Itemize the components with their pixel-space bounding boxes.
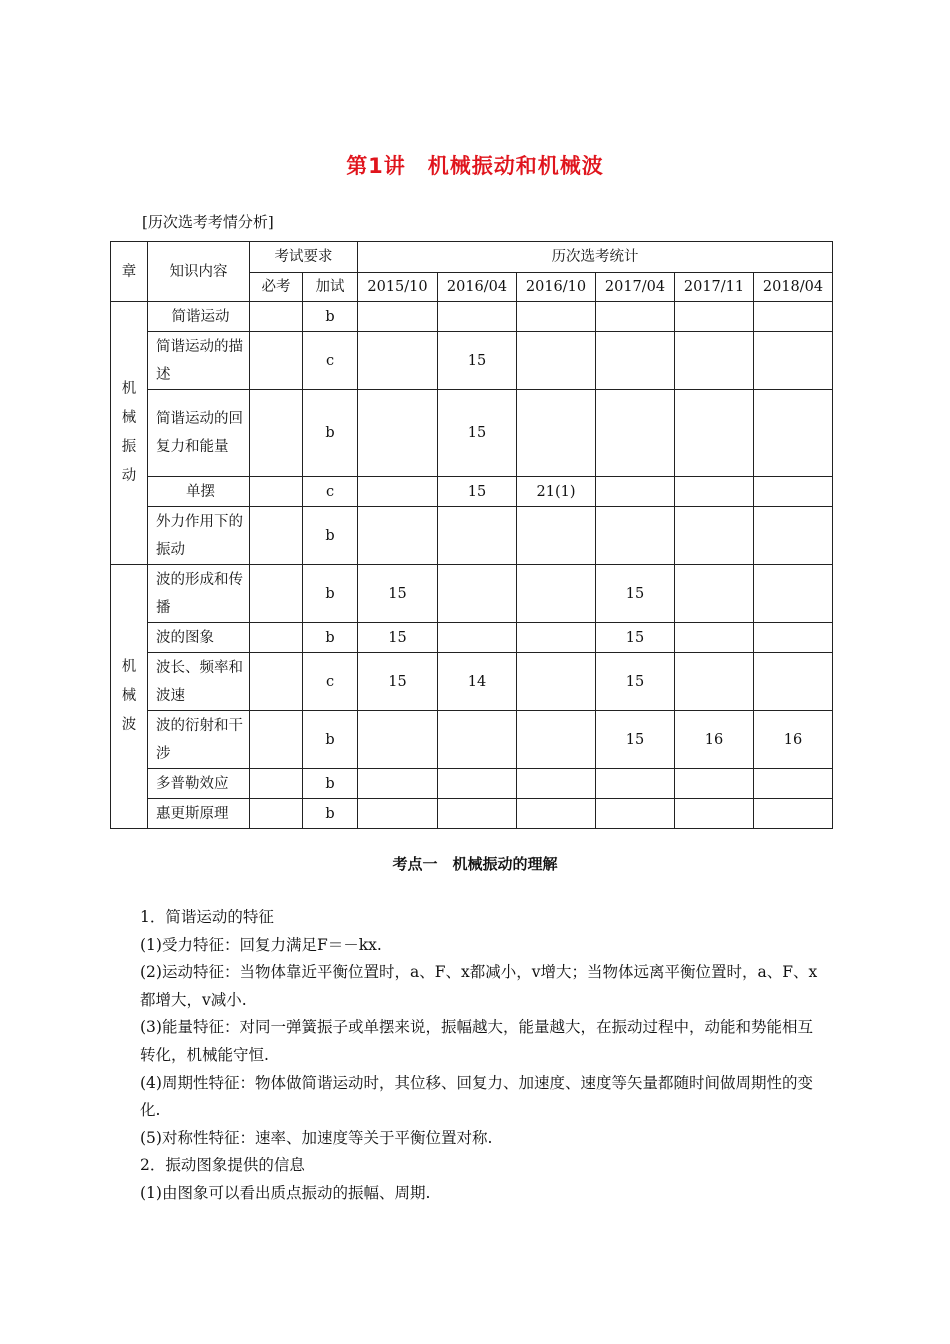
stat-cell xyxy=(517,711,596,769)
topic-cell: 波的形成和传播 xyxy=(148,565,250,623)
stat-cell xyxy=(596,769,675,799)
stat-cell xyxy=(754,623,833,653)
bikao-cell xyxy=(250,390,303,477)
bikao-cell xyxy=(250,799,303,829)
paragraph: (1)由图象可以看出质点振动的振幅、周期. xyxy=(140,1183,431,1202)
stat-cell: 15 xyxy=(596,653,675,711)
topic-cell: 波的衍射和干涉 xyxy=(148,711,250,769)
header-date: 2017/04 xyxy=(596,273,675,302)
stat-cell xyxy=(517,653,596,711)
table-row xyxy=(111,390,833,477)
stat-cell xyxy=(754,477,833,507)
stat-cell xyxy=(596,390,675,477)
stat-cell xyxy=(754,769,833,799)
stat-cell xyxy=(596,477,675,507)
stat-cell xyxy=(438,711,517,769)
bikao-cell xyxy=(250,623,303,653)
stat-cell xyxy=(754,653,833,711)
stat-cell: 15 xyxy=(358,653,438,711)
stat-cell xyxy=(675,565,754,623)
topic-cell: 单摆 xyxy=(148,477,250,507)
table-row xyxy=(111,711,833,769)
topic-cell: 简谐运动的回复力和能量 xyxy=(148,390,250,477)
table-row xyxy=(111,799,833,829)
stat-cell xyxy=(517,565,596,623)
stat-cell xyxy=(517,302,596,332)
stat-cell xyxy=(675,332,754,390)
stat-cell xyxy=(438,302,517,332)
stat-cell: 15 xyxy=(596,711,675,769)
stat-cell xyxy=(517,623,596,653)
stat-cell xyxy=(438,565,517,623)
paragraph: 1．简谐运动的特征 xyxy=(140,908,274,926)
header-date: 2016/04 xyxy=(438,273,517,302)
stat-cell: 15 xyxy=(438,332,517,390)
stat-cell xyxy=(358,302,438,332)
bikao-cell xyxy=(250,565,303,623)
paragraph: (5)对称性特征：速率、加速度等关于平衡位置对称. xyxy=(140,1128,493,1147)
stat-cell xyxy=(517,332,596,390)
stat-cell xyxy=(358,769,438,799)
jiashi-cell: b xyxy=(303,623,358,653)
stat-cell xyxy=(675,302,754,332)
stat-cell: 15 xyxy=(438,477,517,507)
jiashi-cell: b xyxy=(303,769,358,799)
stat-cell xyxy=(358,799,438,829)
table-row xyxy=(111,302,833,332)
paragraph: (1)受力特征：回复力满足F＝－kx. xyxy=(140,935,382,954)
topic-cell: 惠更斯原理 xyxy=(148,799,250,829)
stat-cell xyxy=(675,653,754,711)
chapter-cell: 机械波 xyxy=(111,565,148,829)
stat-cell xyxy=(517,769,596,799)
stat-cell xyxy=(675,769,754,799)
stat-cell xyxy=(438,507,517,565)
bikao-cell xyxy=(250,769,303,799)
exam-stats-table xyxy=(110,241,833,829)
stat-cell: 14 xyxy=(438,653,517,711)
topic-cell: 波长、频率和波速 xyxy=(148,653,250,711)
header-date: 2017/11 xyxy=(675,273,754,302)
stat-cell xyxy=(517,507,596,565)
header-content: 知识内容 xyxy=(148,242,250,302)
bikao-cell xyxy=(250,653,303,711)
body-text xyxy=(140,904,820,1208)
page-title: 第1讲 机械振动和机械波 xyxy=(346,154,604,178)
stat-cell xyxy=(754,332,833,390)
stat-cell: 21(1) xyxy=(517,477,596,507)
jiashi-cell: c xyxy=(303,477,358,507)
stat-cell xyxy=(596,302,675,332)
stat-cell xyxy=(596,332,675,390)
header-requirement: 考试要求 xyxy=(250,242,358,273)
stat-cell xyxy=(675,799,754,829)
table-row xyxy=(111,507,833,565)
header-date: 2016/10 xyxy=(517,273,596,302)
table-row xyxy=(111,769,833,799)
header-history: 历次选考统计 xyxy=(358,242,833,273)
stat-cell: 16 xyxy=(754,711,833,769)
jiashi-cell: b xyxy=(303,390,358,477)
stat-cell xyxy=(438,799,517,829)
topic-cell: 外力作用下的振动 xyxy=(148,507,250,565)
stat-cell xyxy=(754,390,833,477)
jiashi-cell: b xyxy=(303,799,358,829)
table-row xyxy=(111,565,833,623)
paragraph: (2)运动特征：当物体靠近平衡位置时，a、F、x都减小，v增大；当物体远离平衡位置时，a、F、x都增大，v减小. xyxy=(140,963,818,1009)
header-chapter: 章 xyxy=(111,242,148,302)
bikao-cell xyxy=(250,332,303,390)
stat-cell xyxy=(358,477,438,507)
stat-cell xyxy=(754,565,833,623)
stat-cell xyxy=(596,507,675,565)
stat-cell: 15 xyxy=(596,565,675,623)
stat-cell xyxy=(754,302,833,332)
paragraph: (3)能量特征：对同一弹簧振子或单摆来说，振幅越大，能量越大，在振动过程中，动能和势能相互转化，机械能守恒. xyxy=(140,1018,813,1064)
stat-cell xyxy=(438,769,517,799)
section-label: [历次选考考情分析] xyxy=(142,213,274,231)
section-heading: 考点一 机械振动的理解 xyxy=(392,855,558,873)
jiashi-cell: c xyxy=(303,653,358,711)
topic-cell: 波的图象 xyxy=(148,623,250,653)
chapter-cell: 机械振动 xyxy=(111,302,148,565)
stat-cell xyxy=(754,799,833,829)
topic-cell: 多普勒效应 xyxy=(148,769,250,799)
stat-cell xyxy=(675,477,754,507)
stat-cell: 15 xyxy=(596,623,675,653)
jiashi-cell: b xyxy=(303,302,358,332)
stat-cell xyxy=(675,390,754,477)
topic-cell: 简谐运动的描述 xyxy=(148,332,250,390)
jiashi-cell: b xyxy=(303,507,358,565)
table-row xyxy=(111,653,833,711)
table-row xyxy=(111,477,833,507)
stat-cell: 15 xyxy=(358,623,438,653)
stat-cell xyxy=(675,507,754,565)
stat-cell: 16 xyxy=(675,711,754,769)
stat-cell xyxy=(438,623,517,653)
header-date: 2015/10 xyxy=(358,273,438,302)
stat-cell: 15 xyxy=(438,390,517,477)
header-bikao: 必考 xyxy=(250,273,303,302)
jiashi-cell: b xyxy=(303,565,358,623)
jiashi-cell: b xyxy=(303,711,358,769)
stat-cell xyxy=(358,332,438,390)
bikao-cell xyxy=(250,507,303,565)
paragraph: (4)周期性特征：物体做简谐运动时，其位移、回复力、加速度、速度等矢量都随时间做周期性的变化. xyxy=(140,1073,813,1120)
stat-cell xyxy=(596,799,675,829)
header-date: 2018/04 xyxy=(754,273,833,302)
bikao-cell xyxy=(250,477,303,507)
stat-cell: 15 xyxy=(358,565,438,623)
topic-cell: 简谐运动 xyxy=(148,302,250,332)
stat-cell xyxy=(675,623,754,653)
table-row xyxy=(111,623,833,653)
stat-cell xyxy=(358,390,438,477)
paragraph: 2．振动图象提供的信息 xyxy=(140,1156,305,1175)
bikao-cell xyxy=(250,711,303,769)
jiashi-cell: c xyxy=(303,332,358,390)
table-row xyxy=(111,332,833,390)
stat-cell xyxy=(358,711,438,769)
stat-cell xyxy=(358,507,438,565)
stat-cell xyxy=(517,799,596,829)
stat-cell xyxy=(517,390,596,477)
stat-cell xyxy=(754,507,833,565)
bikao-cell xyxy=(250,302,303,332)
header-jiashi: 加试 xyxy=(303,273,358,302)
